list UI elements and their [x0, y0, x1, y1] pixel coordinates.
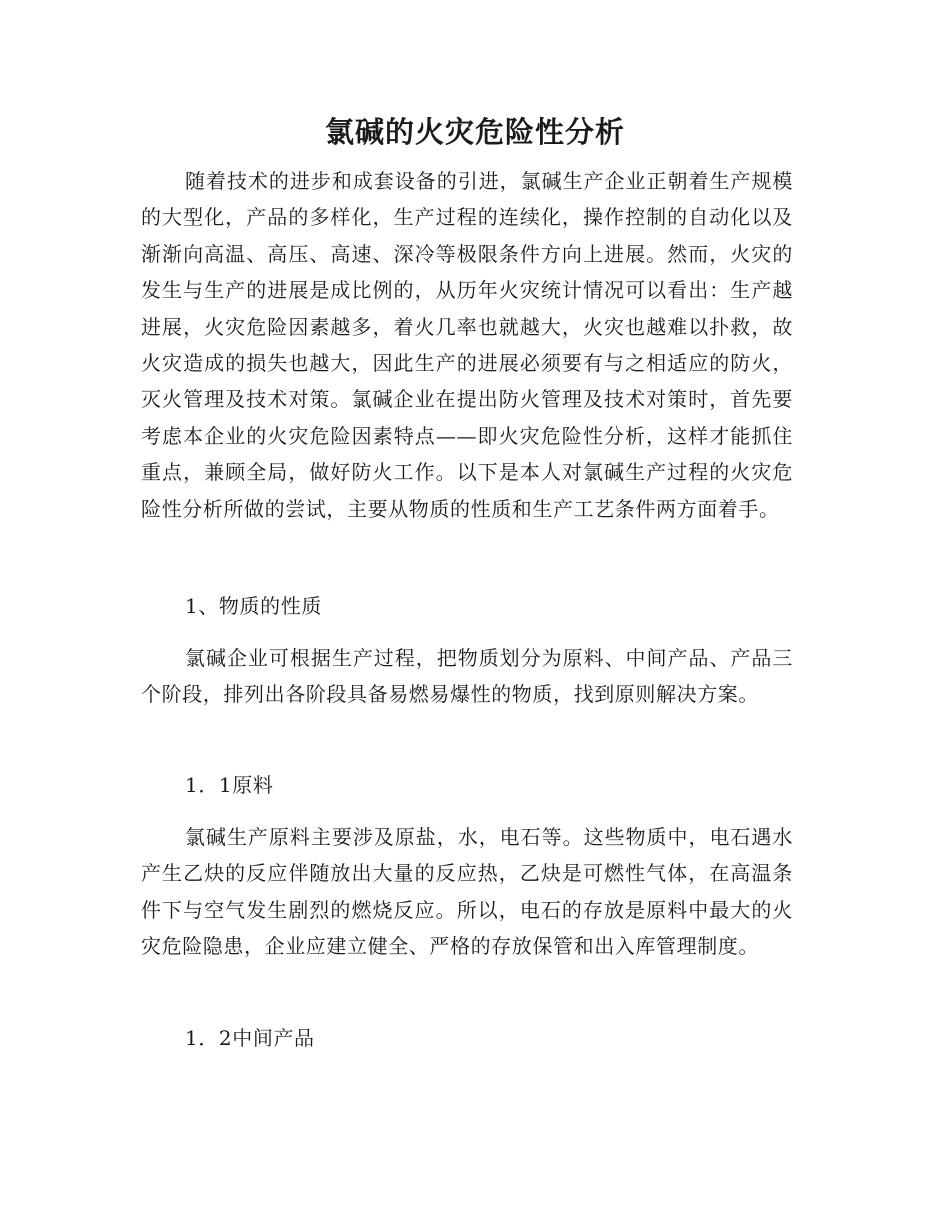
- section-1-1-heading: 1．1原料: [185, 773, 274, 797]
- document-title: 氯碱的火灾危险性分析: [324, 115, 625, 149]
- section-1-2-heading: 1．2中间产品: [185, 1026, 315, 1050]
- section-1-1-paragraph: 氯碱生产原料主要涉及原盐，水，电石等。这些物质中，电石遇水产生乙炔的反应伴随放出大量的反应热，乙炔是可燃性气体，在高温条件下与空气发生剧烈的燃烧反应。所以，电石的存放是原料中最大的火灾危险隐患，企业应建立健全、严格的存放保管和出入库管理制度。: [141, 825, 793, 959]
- section-1-paragraph: 氯碱企业可根据生产过程，把物质划分为原料、中间产品、产品三个阶段，排列出各阶段具备易燃易爆性的物质，找到原则解决方案。: [141, 646, 793, 707]
- section-1-heading: 1、物质的性质: [185, 594, 322, 618]
- intro-paragraph: 随着技术的进步和成套设备的引进，氯碱生产企业正朝着生产规模的大型化，产品的多样化，生产过程的连续化，操作控制的自动化以及渐渐向高温、高压、高速、深冷等极限条件方向上进展。然而，火灾的发生与生产的进展是成比例的，从历年火灾统计情况可以看出：生产越进展，火灾危险因素越多，着火几率也就越大，火灾也越难以扑救，故火灾造成的损失也越大，因此生产的进展必须要有与之相适应的防火，灭火管理及技术对策。氯碱企业在提出防火管理及技术对策时，首先要考虑本企业的火灾危险因素特点——即火灾危险性分析，这样才能抓住重点，兼顾全局，做好防火工作。以下是本人对氯碱生产过程的火灾危险性分析所做的尝试，主要从物质的性质和生产工艺条件两方面着手。: [141, 169, 793, 521]
